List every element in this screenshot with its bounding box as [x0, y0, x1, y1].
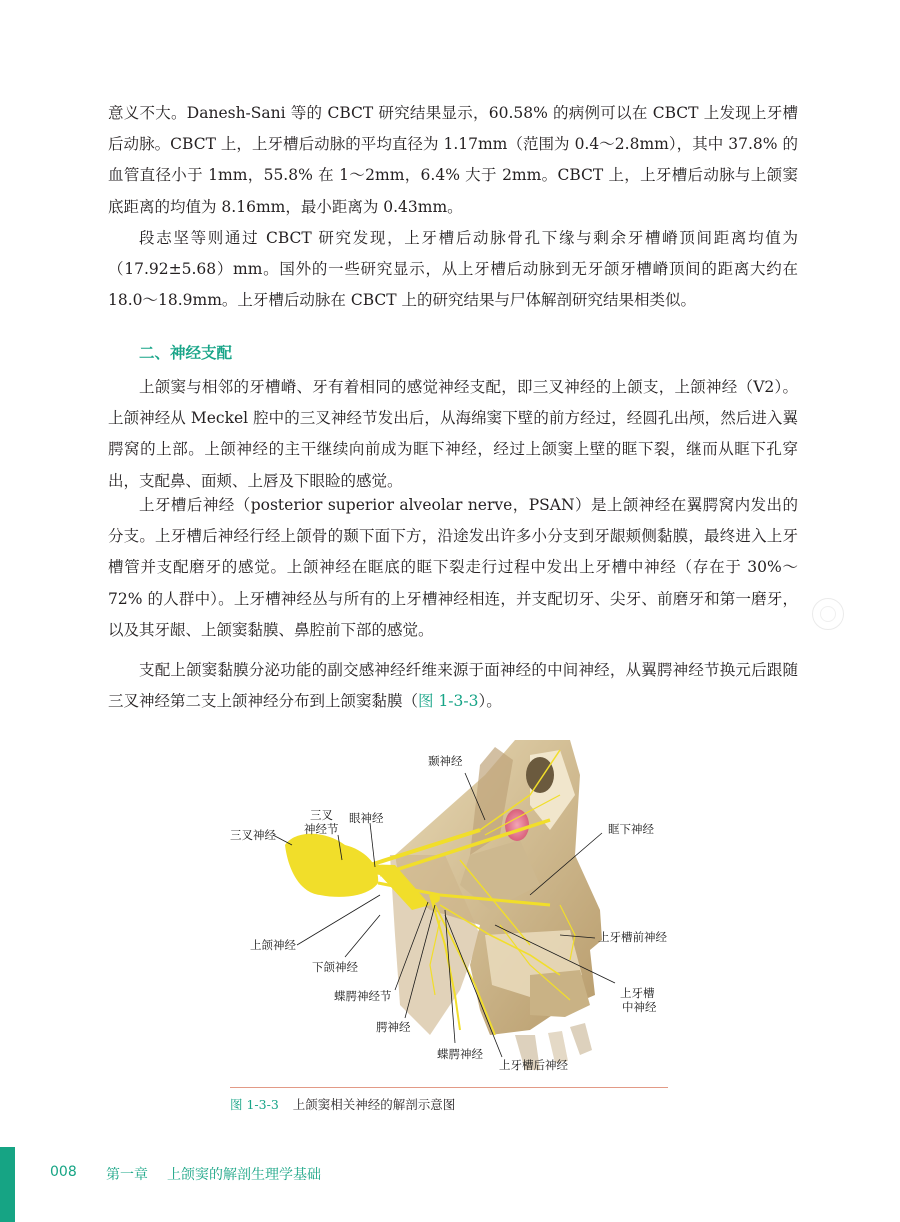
paragraph-psan: 上牙槽后神经（posterior superior alveolar nerve，PSAN）是上颌神经在翼腭窝内发出的分支。上牙槽后神经行经上颌骨的颞下面下方，沿途发出许多小分支到牙龈颊侧黏膜，最终进入上牙槽管并支配磨牙的感觉。上颌神经在眶底的眶下裂走行过程中发出上牙槽中神经（存在于 30%～72% 的人群中）。上牙槽神经丛与所有的上牙槽神经相连，并支配切牙、尖牙、前磨牙和第一磨牙，以及其牙龈、上颌窦黏膜、鼻腔前下部的感觉。 — [108, 496, 798, 639]
label-palatine-nerve: 腭神经 — [376, 1020, 411, 1034]
figure-number: 图 1-3-3 — [230, 1097, 279, 1112]
figure-divider — [230, 1087, 668, 1088]
label-trigeminal-ganglion-2: 神经节 — [304, 822, 339, 836]
paragraph-maxillary-nerve: 上颌窦与相邻的牙槽嵴、牙有着相同的感觉神经支配，即三叉神经的上颌支，上颌神经（V2）。上颌神经从 Meckel 腔中的三叉神经节发出后，从海绵窦下壁的前方经过，经圆孔出颅，然后进入翼腭窝的上部。上颌神经的主干继续向前成为眶下神经，经过上颌窦上壁的眶下裂，继而从眶下孔穿出，支配鼻、面颊、上唇及下眼睑的感觉。 — [108, 378, 798, 490]
paragraph-end: ）。 — [478, 692, 502, 711]
label-mandibular-nerve: 下颌神经 — [312, 960, 358, 974]
label-trigeminal-nerve: 三叉神经 — [230, 828, 276, 842]
anatomy-figure — [230, 735, 668, 1085]
label-temporal-nerve: 颞神经 — [428, 754, 463, 768]
chapter-number: 第一章 — [106, 1167, 148, 1183]
page-number: 008 — [50, 1164, 77, 1180]
label-anterior-superior-alveolar-nerve: 上牙槽前神经 — [598, 930, 667, 944]
paragraph-arteries-cbct: 意义不大。Danesh-Sani 等的 CBCT 研究结果显示，60.58% 的病例可以在 CBCT 上发现上牙槽后动脉。CBCT 上，上牙槽后动脉的平均直径为 1.17mm（范围为 0.4～2.8mm），其中 37.8% 的血管直径小于 1mm，55.8% 在 1～2mm，6.4% 大于 2mm。CBCT 上，上牙槽后动脉与上颌窦底距离的均值为 8.16mm，最小距离为 0.43mm。 — [108, 104, 798, 216]
label-trigeminal-ganglion-1: 三叉 — [310, 808, 333, 822]
chapter-title: 上颌窦的解剖生理学基础 — [167, 1167, 321, 1183]
label-middle-superior-alveolar-nerve-1: 上牙槽 — [620, 986, 655, 1000]
label-maxillary-nerve: 上颌神经 — [250, 938, 296, 952]
paragraph-parasympathetic — [108, 655, 798, 717]
paragraph-text: 支配上颌窦黏膜分泌功能的副交感神经纤维来源于面神经的中间神经，从翼腭神经节换元后跟随三叉神经第二支上颌神经分布到上颌窦黏膜（ — [108, 661, 798, 711]
label-middle-superior-alveolar-nerve-2: 中神经 — [622, 1000, 657, 1014]
label-infraorbital-nerve: 眶下神经 — [608, 822, 654, 836]
section-heading: 二、神经支配 — [139, 344, 233, 362]
label-posterior-superior-alveolar-nerve: 上牙槽后神经 — [499, 1058, 568, 1072]
label-ophthalmic-nerve: 眼神经 — [349, 811, 384, 825]
label-sphenopalatine-nerve: 蝶腭神经 — [437, 1047, 483, 1061]
chapter-side-bar — [0, 1147, 15, 1222]
figure-title: 上颌窦相关神经的解剖示意图 — [292, 1097, 456, 1112]
figure-reference-link[interactable]: 图 1-3-3 — [418, 692, 479, 711]
watermark-seal — [812, 598, 844, 630]
paragraph-arteries-distance: 段志坚等则通过 CBCT 研究发现，上牙槽后动脉骨孔下缘与剩余牙槽嵴顶间距离均值为（17.92±5.68）mm。国外的一些研究显示，从上牙槽后动脉到无牙颌牙槽嵴顶间的距离大约在 18.0～18.9mm。上牙槽后动脉在 CBCT 上的研究结果与尸体解剖研究结果相类似。 — [108, 229, 798, 310]
figure-caption — [230, 1095, 455, 1113]
label-pterygopalatine-ganglion: 蝶腭神经节 — [334, 989, 392, 1003]
